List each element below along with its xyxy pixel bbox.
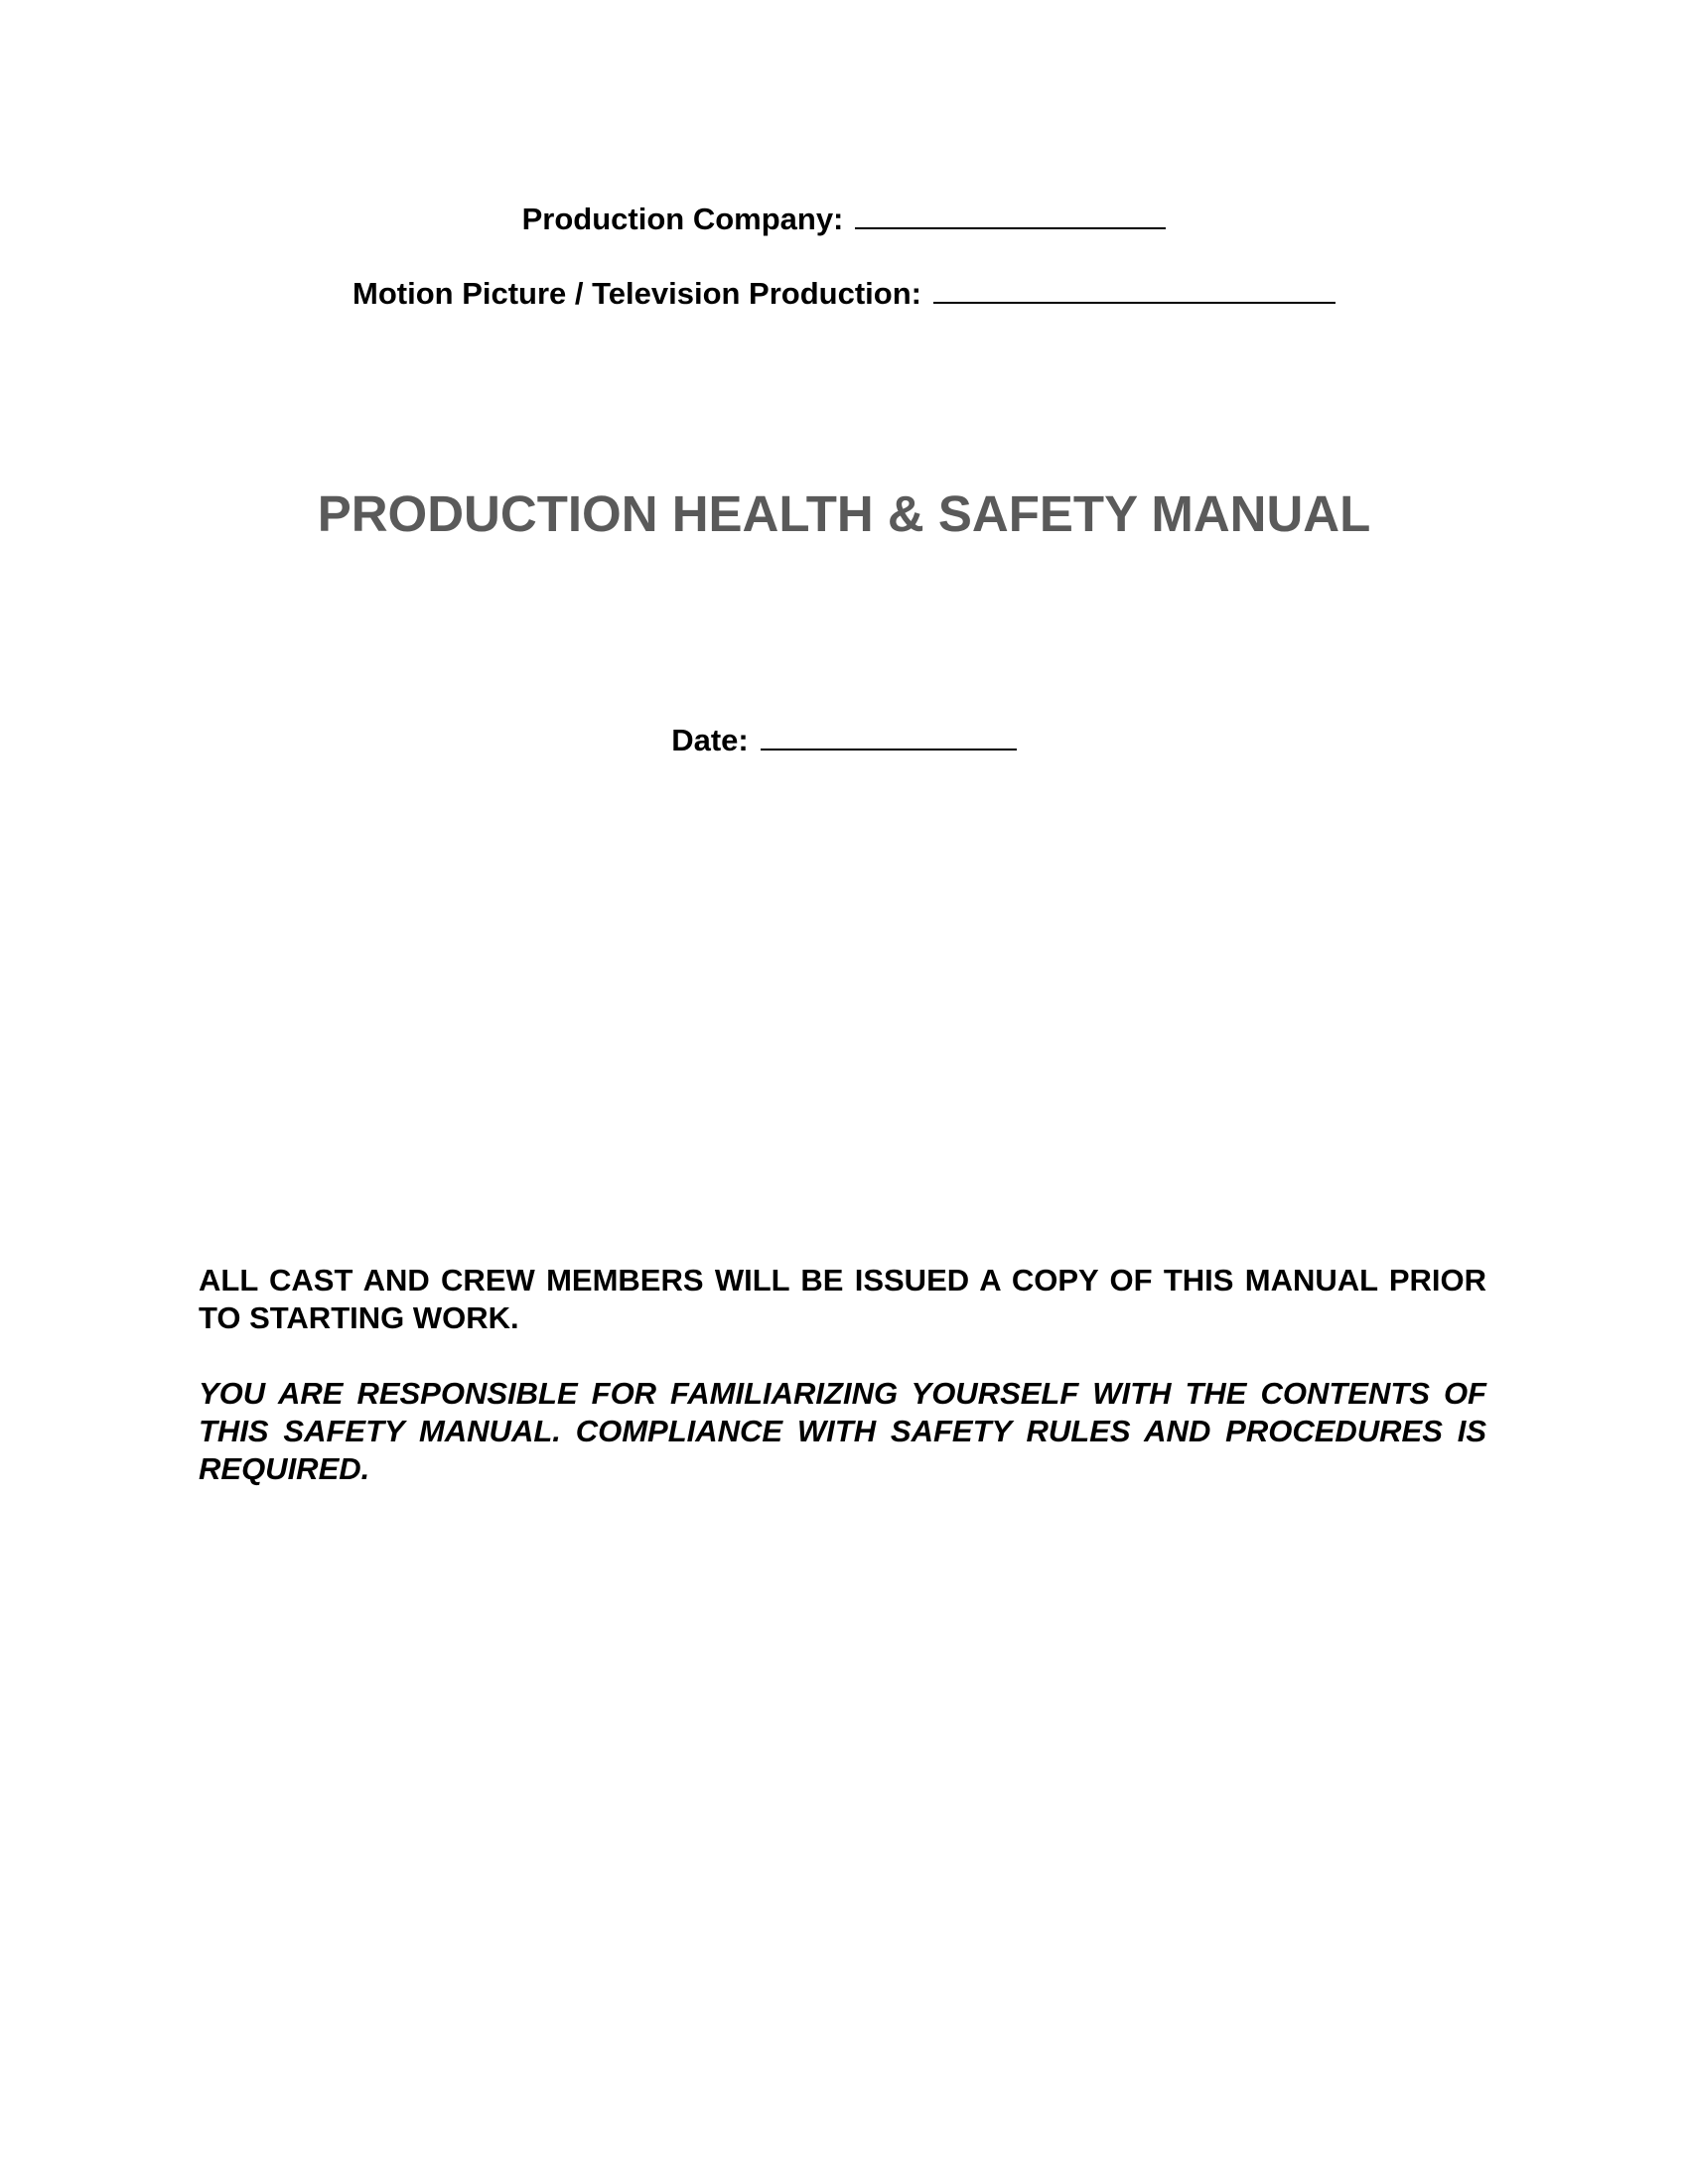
production-name-blank[interactable] — [933, 272, 1336, 304]
production-name-label: Motion Picture / Television Production: — [352, 276, 921, 311]
responsibility-notice: YOU ARE RESPONSIBLE FOR FAMILIARIZING YOURSELF WITH THE CONTENTS OF THIS SAFETY MANUAL. COMPLIANCE WITH SAFETY RULES AND PROCEDURES IS REQUIRED. — [199, 1376, 1486, 1486]
production-company-blank[interactable] — [855, 198, 1166, 229]
date-label: Date: — [671, 723, 749, 757]
date-blank[interactable] — [761, 719, 1017, 751]
production-company-label: Production Company: — [521, 202, 844, 236]
production-company-field — [0, 198, 1688, 239]
document-title: PRODUCTION HEALTH & SAFETY MANUAL — [317, 485, 1371, 542]
production-name-field — [0, 272, 1688, 314]
manual-issued-notice: ALL CAST AND CREW MEMBERS WILL BE ISSUED A COPY OF THIS MANUAL PRIOR TO STARTING WORK. — [199, 1263, 1486, 1335]
date-field — [0, 719, 1688, 760]
